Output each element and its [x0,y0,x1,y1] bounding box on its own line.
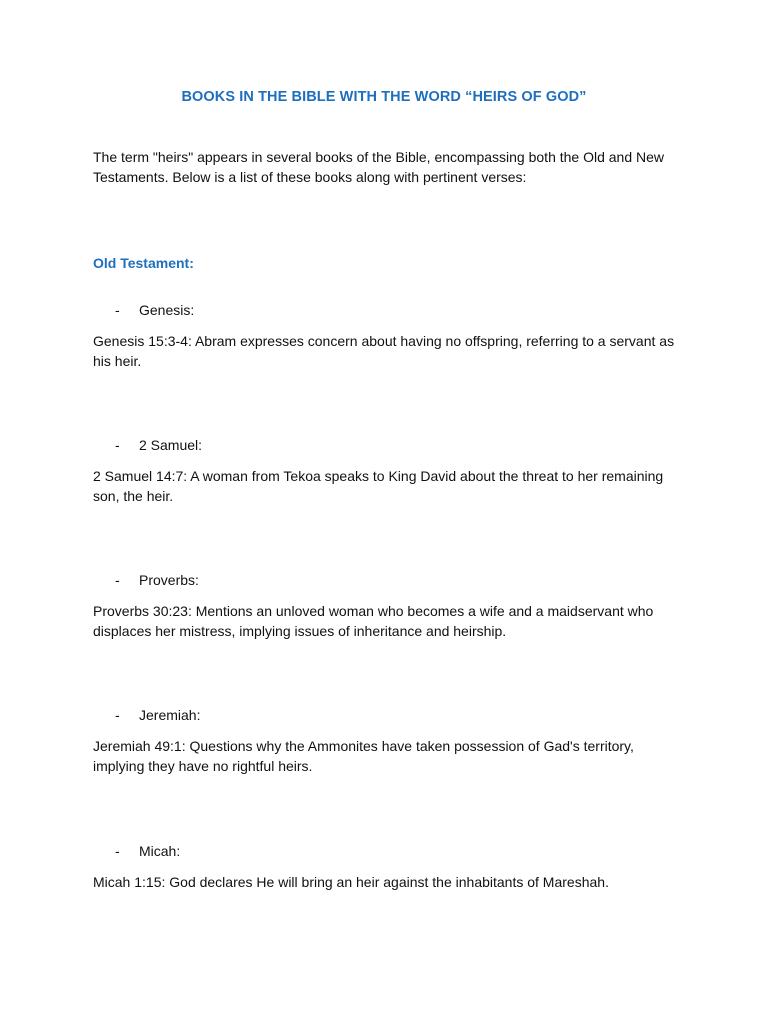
book-description-2-samuel: 2 Samuel 14:7: A woman from Tekoa speaks to King David about the threat to her remaining son, the heir. [93,468,664,504]
book-label-jeremiah [115,707,200,723]
book-label-genesis [115,302,194,318]
book-label-2-samuel [115,437,202,453]
book-description-proverbs: Proverbs 30:23: Mentions an unloved woman who becomes a wife and a maidservant who displaces her mistress, implying issues of inheritance and heirship. [93,603,654,639]
bullet-dash: - [115,843,120,859]
book-label-text: Jeremiah: [139,707,201,723]
book-label-proverbs [115,572,199,588]
bullet-dash: - [115,572,120,588]
bullet-dash: - [115,437,120,453]
book-description-micah: Micah 1:15: God declares He will bring an heir against the inhabitants of Mareshah. [93,874,609,890]
book-description-jeremiah: Jeremiah 49:1: Questions why the Ammonites have taken possession of Gad's territory, implying they have no rightful heirs. [93,738,634,774]
bullet-dash: - [115,707,120,723]
book-label-micah [115,843,180,859]
document-title: BOOKS IN THE BIBLE WITH THE WORD “HEIRS OF GOD” [181,89,587,105]
book-description-genesis: Genesis 15:3-4: Abram expresses concern about having no offspring, referring to a servant as his heir. [93,333,675,369]
bullet-dash: - [115,302,120,318]
book-label-text: Genesis: [139,302,195,318]
intro-paragraph: The term "heirs" appears in several books of the Bible, encompassing both the Old and New Testaments. Below is a list of these books along with pertinent verses: [93,149,665,185]
section-heading-old-testament: Old Testament: [93,255,194,271]
book-label-text: Proverbs: [139,572,199,588]
book-label-text: Micah: [139,843,181,859]
book-label-text: 2 Samuel: [139,437,203,453]
